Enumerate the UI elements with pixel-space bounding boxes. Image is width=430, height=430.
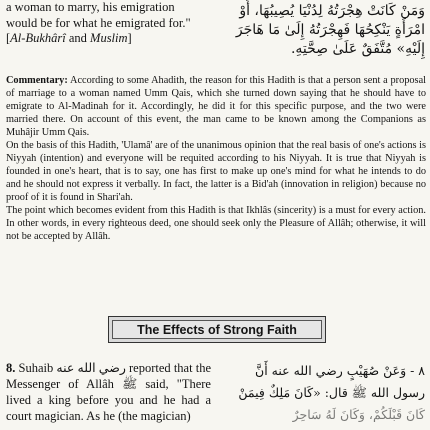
section-heading: The Effects of Strong Faith — [112, 320, 322, 339]
hadith-source: [Al-Bukhârî and Muslim] — [6, 31, 132, 45]
commentary-label: Commentary: — [6, 75, 68, 86]
commentary-paragraph-2: On the basis of this Hadith, 'Ulamâ' are of the unanimous opinion that the real basis of one's actions is Niyyah (intention) and everyone will be requited according to his Niyyah. It is true that Niyyah is founded in one's heart, that is to say, one has first to make up one's mind for what he intends to do and he should not express it verbally. In fact, the latter is a Bid'ah (innovation in religion) because no proof of it is found in Shari'ah. — [6, 140, 426, 203]
top-arabic-line-3: إِلَيْهِ» مُتَّفَقٌ عَلَىٰ صِحَّتِهِ. — [290, 41, 425, 57]
top-english-line-1: a woman to marry, his emigration — [6, 0, 175, 14]
top-english-line-2: would be for what he emigrated for." — [6, 15, 191, 30]
commentary-paragraph-3: The point which becomes evident from this Hadith is that Ikhlâs (sincerity) is a must for every action. In other words, in every righteous deed, one should seek only the Pleasure of Allâh; otherwise, it will not be accepted by Allâh. — [6, 205, 426, 242]
bottom-arabic-line-2: رسول الله ﷺ قال: «كَانَ مَلِكٌ فِيمَنْ — [238, 385, 425, 400]
hadith-number: 8. — [6, 361, 16, 375]
commentary-paragraph-1: Commentary: According to some Ahadith, the reason for this Hadith is that a person sent a proposal of marriage to a woman named Umm Qais, which she turned down saying that he should have to emigrate to Al-Madinah for it. Accordingly, he did it for this specific purpose, and the two were married there. On account of this event, the man came to be known among the Companions as Muhâjir Umm Qais. — [6, 75, 426, 138]
hadith-8-english: 8. Suhaib رضي الله عنه reported that the Messenger of Allâh ﷺ said, "There lived a king before you and he had a court magician. As he (the magician) — [6, 361, 211, 423]
top-arabic-line-2: امْرَأَةٍ يَنْكِحُهَا فَهِجْرَتُهُ إِلَىٰ مَا هَاجَرَ — [235, 22, 425, 38]
bottom-arabic-line-3: كَانَ قَبْلَكُمْ، وَكَانَ لَهُ سَاحِرٌ — [292, 407, 425, 422]
top-arabic-line-1: وَمَنْ كَانَتْ هِجْرَتُهُ لِدُنْيَا يُصِيبُهَا، أَوْ — [239, 3, 425, 19]
top-arabic-text — [220, 2, 425, 59]
commentary-section — [6, 74, 426, 243]
hadith-8-arabic — [220, 360, 425, 426]
bottom-arabic-line-1: ٨ - وَعَنْ صُهَيْبٍ رضي الله عنه أَنَّ — [255, 363, 425, 378]
section-heading-box — [108, 316, 326, 343]
top-english-text — [6, 0, 206, 47]
